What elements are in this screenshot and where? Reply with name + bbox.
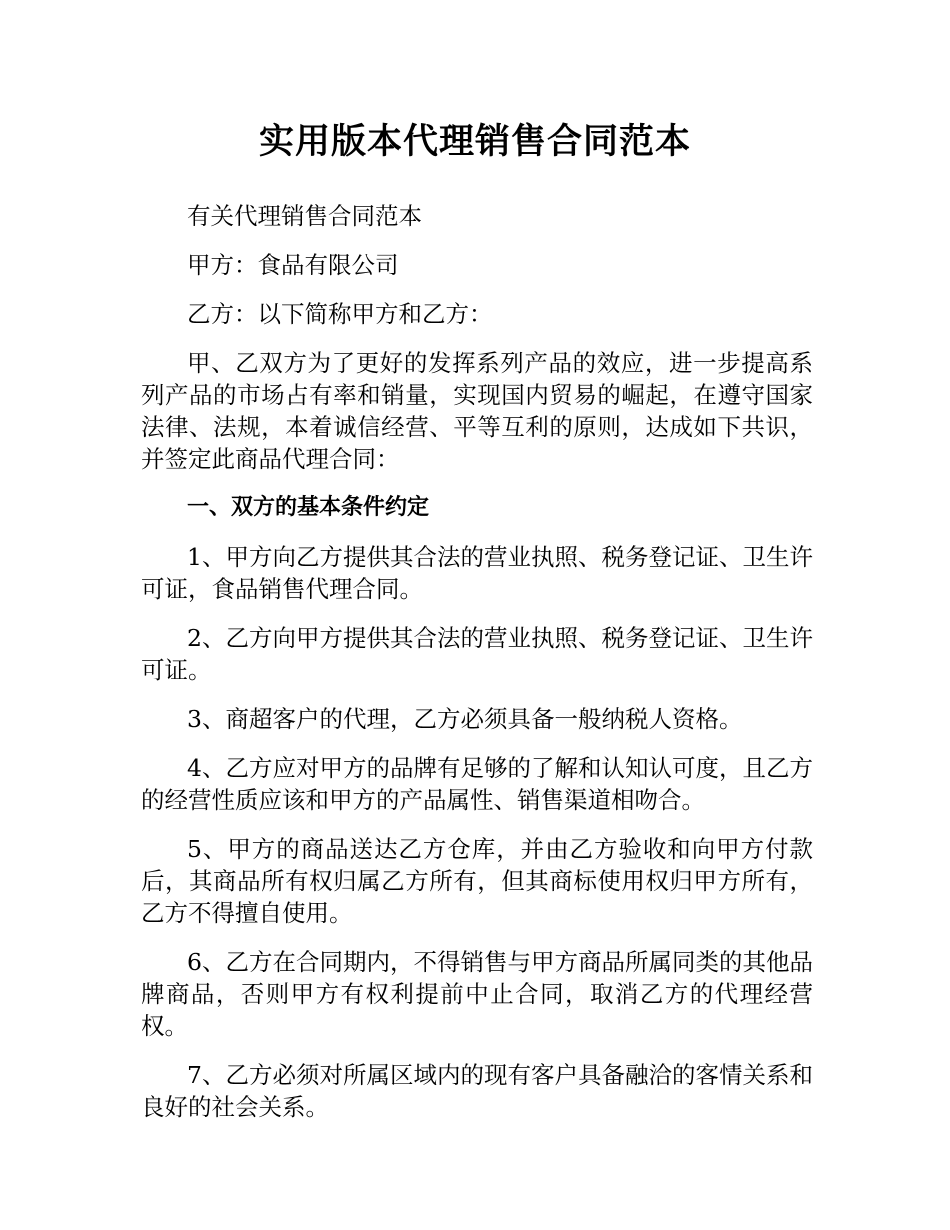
clause-5: 5、甲方的商品送达乙方仓库，并由乙方验收和向甲方付款后，其商品所有权归属乙方所有，但其商标使用权归甲方所有，乙方不得擅自使用。	[141, 835, 813, 927]
clause-1: 1、甲方向乙方提供其合法的营业执照、税务登记证、卫生许可证，食品销售代理合同。	[141, 543, 813, 603]
section-heading: 一、双方的基本条件约定	[187, 495, 430, 520]
intro-paragraph: 有关代理销售合同范本	[187, 202, 422, 230]
clause-7: 7、乙方必须对所属区域内的现有客户具备融洽的客情关系和良好的社会关系。	[141, 1061, 813, 1121]
document-title: 实用版本代理销售合同范本	[258, 122, 691, 162]
preamble-paragraph: 甲、乙双方为了更好的发挥系列产品的效应，进一步提高系列产品的市场占有率和销量，实现国内贸易的崛起，在遵守国家法律、法规，本着诚信经营、平等互利的原则，达成如下共识，并签定此商品代理合同：	[141, 349, 813, 473]
party-b-line: 乙方：以下简称甲方和乙方：	[187, 300, 493, 328]
clause-4: 4、乙方应对甲方的品牌有足够的了解和认知认可度，且乙方的经营性质应该和甲方的产品属性、销售渠道相吻合。	[141, 754, 813, 814]
clause-2: 2、乙方向甲方提供其合法的营业执照、税务登记证、卫生许可证。	[141, 624, 813, 684]
party-a-line: 甲方：食品有限公司	[187, 251, 399, 279]
clause-6: 6、乙方在合同期内，不得销售与甲方商品所属同类的其他品牌商品，否则甲方有权利提前中止合同，取消乙方的代理经营权。	[141, 948, 813, 1040]
document-body	[141, 200, 813, 1140]
clause-3: 3、商超客户的代理，乙方必须具备一般纳税人资格。	[187, 705, 743, 733]
